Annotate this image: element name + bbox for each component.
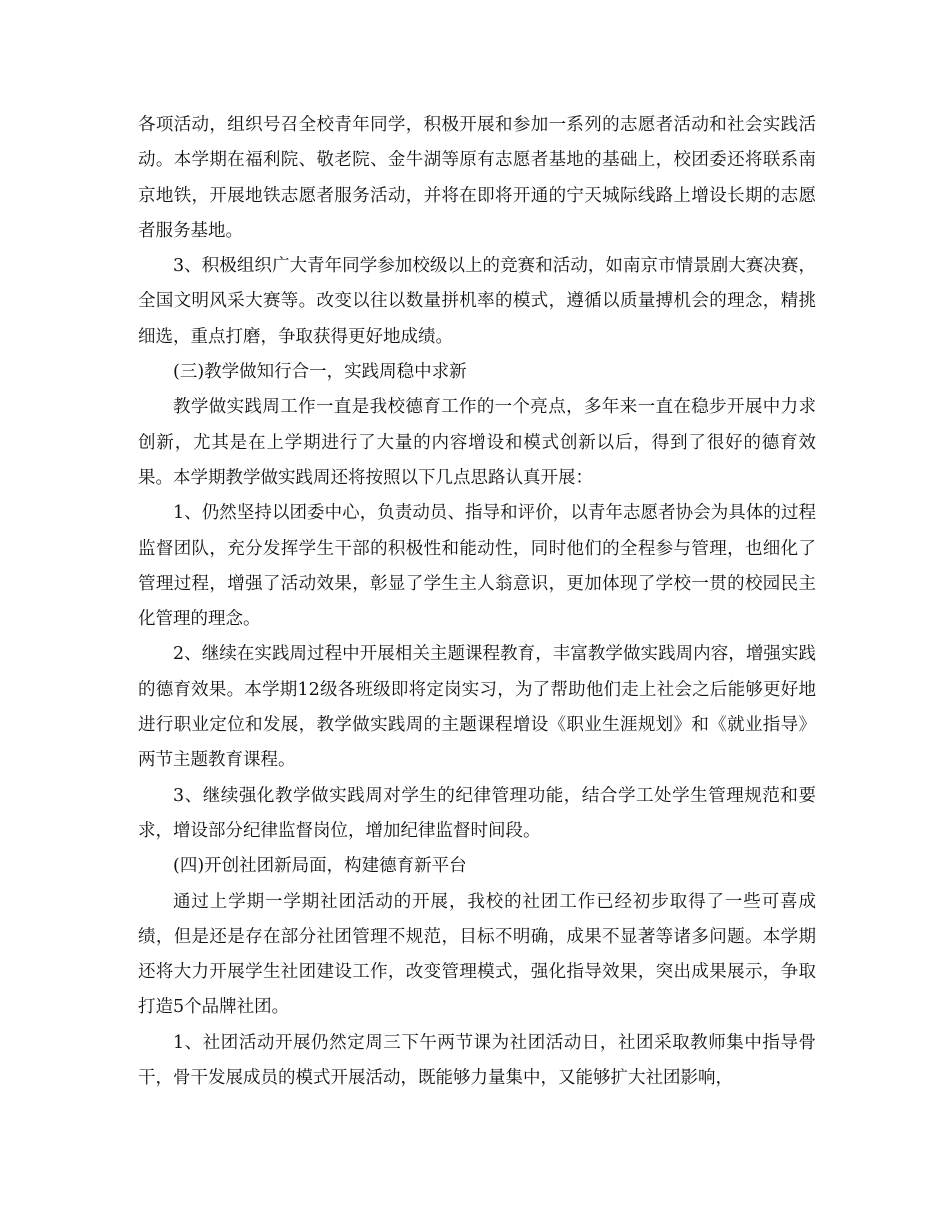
section-heading-practice-week: (三)教学做知行合一，实践周稳中求新: [173, 362, 467, 383]
document-page: [138, 108, 816, 1096]
paragraph-competitions: 3、积极组织广大青年同学参加校级以上的竞赛和活动，如南京市情景剧大赛决赛，全国文明风采大赛等。改变以往以数量拼机率的模式，遵循以质量搏机会的理念，精挑细选，重点打磨，争取获得更好地成绩。: [138, 256, 816, 347]
paragraph-clubs-intro: 通过上学期一学期社团活动的开展，我校的社团工作已经初步取得了一些可喜成绩，但是还是存在部分社团管理不规范，目标不明确，成果不显著等诸多问题。本学期还将大力开展学生社团建设工作，改变管理模式，强化指导效果，突出成果展示，争取打造5个品牌社团。: [138, 891, 816, 1018]
paragraph-practice-week-intro: 教学做实践周工作一直是我校德育工作的一个亮点，多年来一直在稳步开展中力求创新，尤其是在上学期进行了大量的内容增设和模式创新以后，得到了很好的德育效果。本学期教学做实践周还将按照以下几点思路认真开展：: [138, 397, 816, 488]
paragraph-clubs-point-1: 1、社团活动开展仍然定周三下午两节课为社团活动日，社团采取教师集中指导骨干，骨干发展成员的模式开展活动，既能够力量集中，又能够扩大社团影响，: [138, 1032, 816, 1089]
paragraph-practice-week-point-3: 3、继续强化教学做实践周对学生的纪律管理功能，结合学工处学生管理规范和要求，增设部分纪律监督岗位，增加纪律监督时间段。: [138, 785, 816, 841]
paragraph-practice-week-point-1: 1、仍然坚持以团委中心，负责动员、指导和评价，以青年志愿者协会为具体的过程监督团队，充分发挥学生干部的积极性和能动性，同时他们的全程参与管理，也细化了管理过程，增强了活动效果，彰显了学生主人翁意识，更加体现了学校一贯的校园民主化管理的理念。: [138, 503, 816, 630]
paragraph-practice-week-point-2: 2、继续在实践周过程中开展相关主题课程教育，丰富教学做实践周内容，增强实践的德育效果。本学期12级各班级即将定岗实习，为了帮助他们走上社会之后能够更好地进行职业定位和发展，教学做实践周的主题课程增设《职业生涯规划》和《就业指导》两节主题教育课程。: [138, 644, 816, 771]
paragraph-volunteer-activities: 各项活动，组织号召全校青年同学，积极开展和参加一系列的志愿者活动和社会实践活动。本学期在福利院、敬老院、金牛湖等原有志愿者基地的基础上，校团委还将联系南京地铁，开展地铁志愿者服务活动，并将在即将开通的宁天城际线路上增设长期的志愿者服务基地。: [138, 115, 816, 241]
section-heading-clubs: (四)开创社团新局面，构建德育新平台: [173, 856, 467, 877]
